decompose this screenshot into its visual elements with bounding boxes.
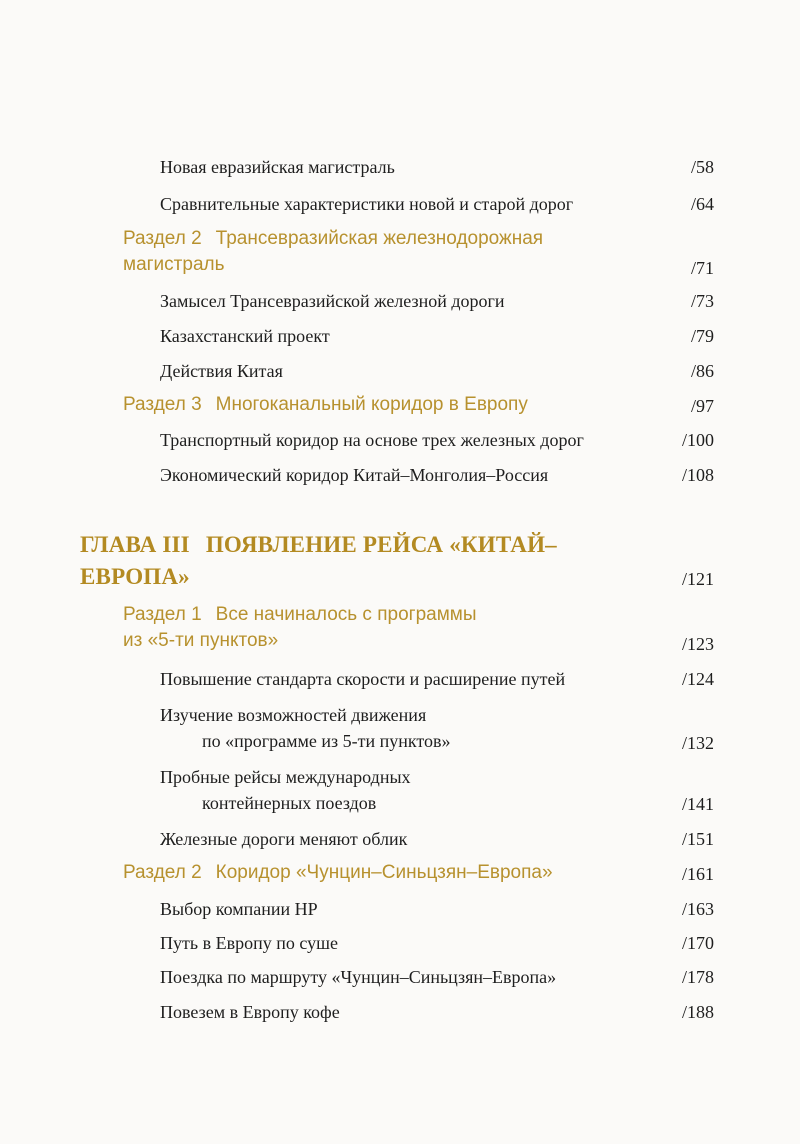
toc-entry-comparative-characteristics [160,191,573,217]
toc-page-number: /132 [681,733,714,753]
toc-entry-movement-possibilities [160,702,451,754]
toc-entry-trip-route [160,964,556,990]
section-label: Раздел 2 [123,862,202,883]
toc-page-number: /178 [681,967,714,987]
section-title-line-1: Трансевразийская железнодорожная [215,228,544,249]
toc-entry-new-eurasian-mainline [160,154,395,180]
toc-entry-speed-standard [160,666,565,692]
toc-page-number: /100 [681,430,714,450]
toc-page-number: /79 [690,326,714,346]
toc-entry-title: Повезем в Европу кофе [160,1002,340,1022]
section-title-line-1: Многоканальный коридор в Европу [215,394,528,415]
toc-entry-concept-trans-eurasian-railway [160,288,505,314]
toc-page-number: /141 [681,794,714,814]
toc-section-2-trans-eurasian [123,226,543,278]
toc-entry-title: Железные дороги меняют облик [160,829,408,849]
section-label: Раздел 3 [123,394,202,415]
section-label: Раздел 1 [123,604,202,625]
toc-entry-title-line-2: контейнерных поездов [202,793,377,813]
toc-page-number: /58 [690,157,714,177]
toc-entry-title: Поездка по маршруту «Чунцин–Синьцзян–Европа» [160,967,557,987]
toc-page-number: /121 [681,569,714,589]
toc-entry-title-line-1: Пробные рейсы международных [160,767,411,787]
toc-entry-china-actions [160,358,283,384]
toc-entry-kazakhstan-project [160,323,330,349]
toc-page-number: /161 [681,864,714,884]
toc-section-1-five-points [123,602,476,654]
toc-page-number: /123 [681,634,714,654]
toc-page-number: /64 [690,194,714,214]
toc-entry-title: Казахстанский проект [160,326,330,346]
toc-page-number: /188 [681,1002,714,1022]
toc-entry-title: Новая евразийская магистраль [160,157,395,177]
toc-entry-china-mongolia-russia-corridor [160,462,548,488]
toc-page-number: /108 [681,465,714,485]
chapter-title-line-1: ПОЯВЛЕНИЕ РЕЙСА «КИТАЙ– [205,532,557,557]
toc-entry-title: Путь в Европу по суше [160,933,338,953]
toc-entry-trial-container-trains [160,764,411,816]
toc-page-number: /73 [690,291,714,311]
toc-page-number: /97 [690,396,714,416]
toc-entry-title-line-1: Изучение возможностей движения [160,705,427,725]
toc-page-number: /71 [690,258,714,278]
toc-page-number: /170 [681,933,714,953]
toc-entry-title: Сравнительные характеристики новой и старой дорог [160,194,574,214]
toc-page-number: /163 [681,899,714,919]
toc-entry-railways-change [160,826,407,852]
toc-entry-title: Транспортный коридор на основе трех железных дорог [160,430,584,450]
toc-entry-title-line-2: по «программе из 5-ти пунктов» [202,731,451,751]
toc-entry-title: Экономический коридор Китай–Монголия–Россия [160,465,549,485]
toc-entry-title: Повышение стандарта скорости и расширение путей [160,669,566,689]
toc-section-3-multichannel-corridor [123,392,528,418]
chapter-title-line-2: ЕВРОПА» [80,564,190,589]
toc-entry-land-route-europe [160,930,338,956]
section-label: Раздел 2 [123,228,202,249]
toc-section-2-chongqing-corridor [123,860,553,886]
toc-entry-title: Замысел Трансевразийской железной дороги [160,291,505,311]
section-title-line-2: магистраль [123,254,225,275]
toc-page-number: /86 [690,361,714,381]
toc-entry-title: Действия Китая [160,361,283,381]
toc-page-number: /151 [681,829,714,849]
toc-entry-title: Выбор компании HP [160,899,318,919]
toc-entry-three-railways-corridor [160,427,584,453]
toc-page-number: /124 [681,669,714,689]
toc-entry-choice-hp [160,896,318,922]
toc-entry-coffee-to-europe [160,999,340,1025]
section-title-line-1: Коридор «Чунцин–Синьцзян–Европа» [215,862,553,883]
chapter-label: ГЛАВА III [80,532,190,557]
section-title-line-1: Все начиналось с программы [215,604,477,625]
section-title-line-2: из «5-ти пунктов» [123,630,279,651]
toc-chapter-3 [80,529,557,593]
